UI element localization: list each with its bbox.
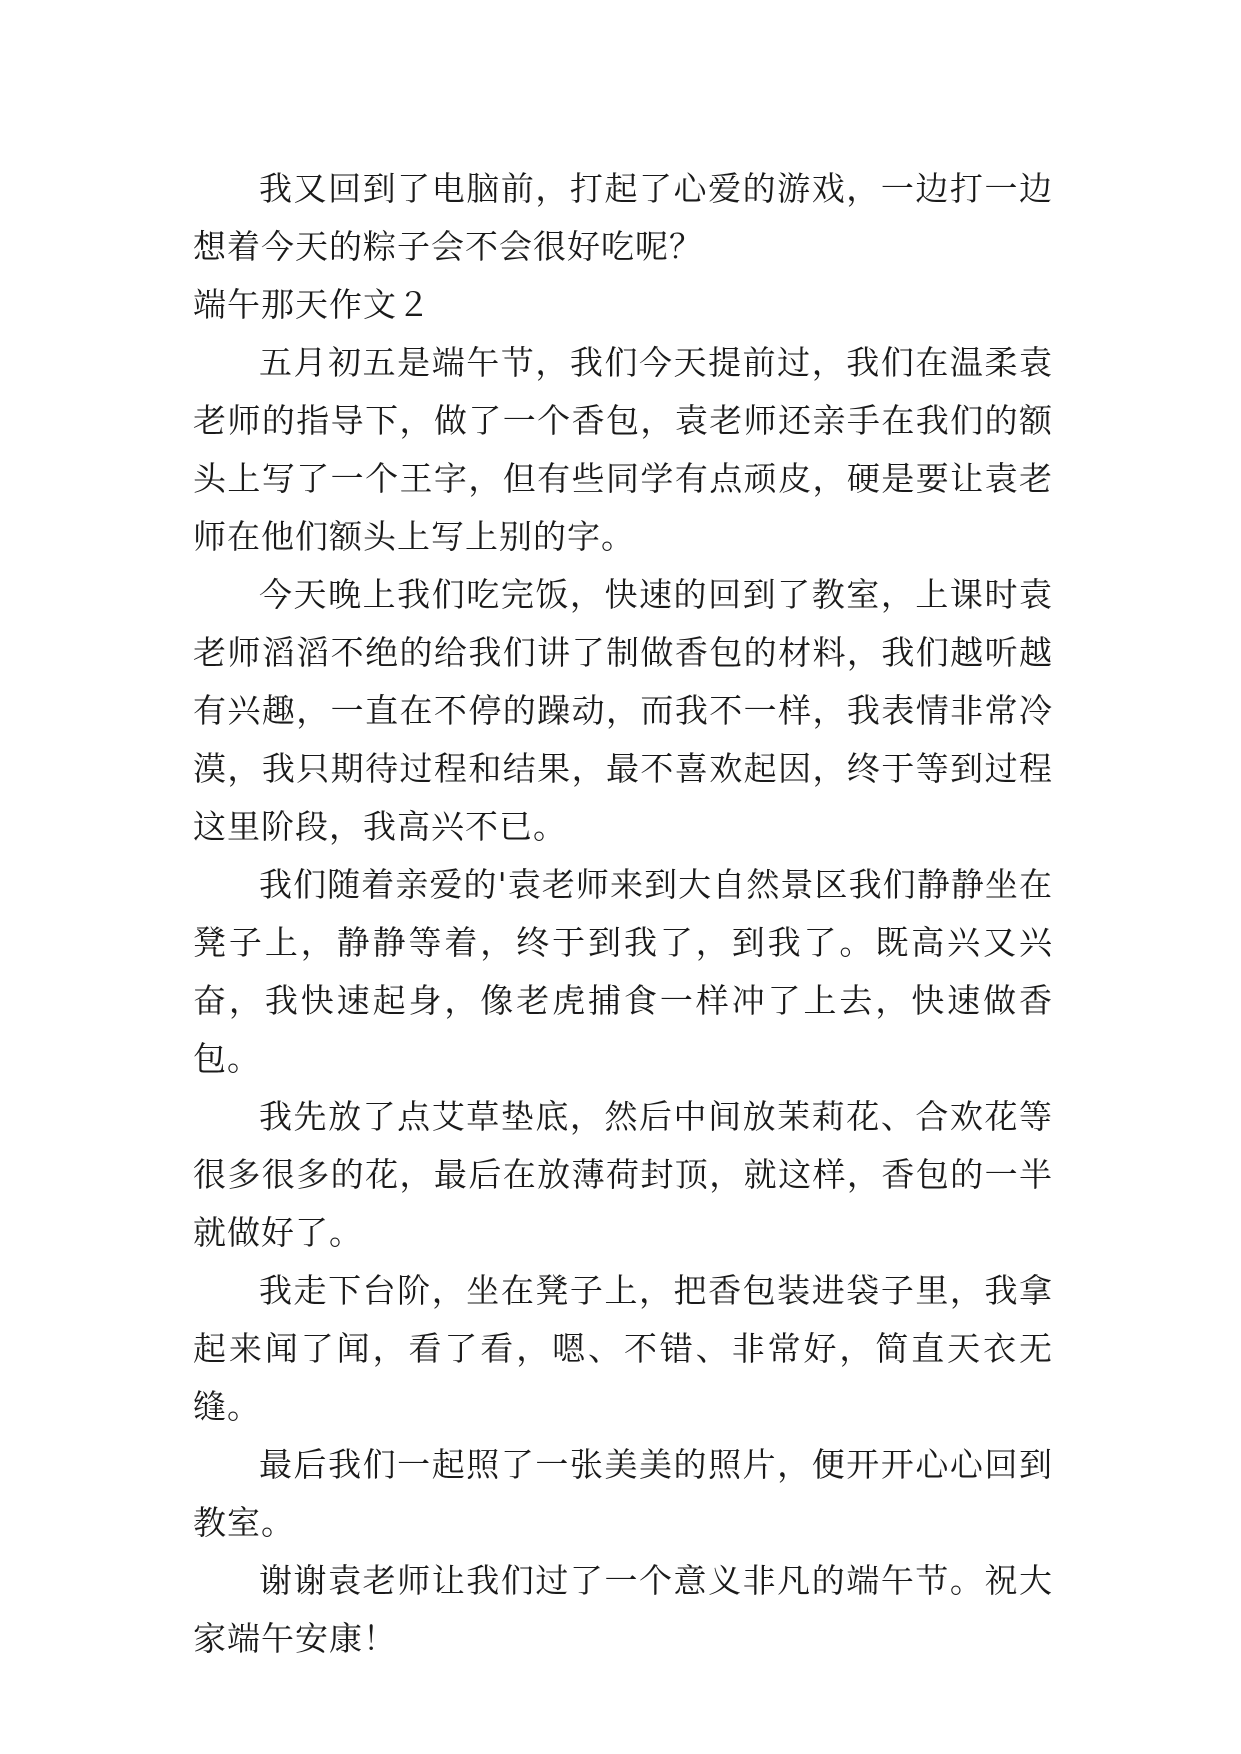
paragraph-4: 我先放了点艾草垫底，然后中间放茉莉花、合欢花等很多很多的花，最后在放薄荷封顶，就这样，香包的一半就做好了。 xyxy=(193,1097,1053,1252)
paragraph-3: 我们随着亲爱的'袁老师来到大自然景区我们静静坐在凳子上，静静等着，终于到我了，到我了。既高兴又兴奋，我快速起身，像老虎捕食一样冲了上去，快速做香包。 xyxy=(193,865,1053,1078)
paragraph-6: 最后我们一起照了一张美美的照片，便开开心心回到教室。 xyxy=(193,1445,1053,1542)
document-body xyxy=(193,160,1053,1668)
paragraph-1: 五月初五是端午节，我们今天提前过，我们在温柔袁老师的指导下，做了一个香包，袁老师还亲手在我们的额头上写了一个王字，但有些同学有点顽皮，硬是要让袁老师在他们额头上写上别的字。 xyxy=(193,343,1053,556)
intro-paragraph: 我又回到了电脑前，打起了心爱的游戏，一边打一边想着今天的粽子会不会很好吃呢？ xyxy=(193,169,1053,266)
paragraph-7: 谢谢袁老师让我们过了一个意义非凡的端午节。祝大家端午安康！ xyxy=(193,1561,1053,1658)
paragraph-2: 今天晚上我们吃完饭，快速的回到了教室，上课时袁老师滔滔不绝的给我们讲了制做香包的材料，我们越听越有兴趣，一直在不停的躁动，而我不一样，我表情非常冷漠，我只期待过程和结果，最不喜欢起因，终于等到过程这里阶段，我高兴不已。 xyxy=(193,575,1053,846)
essay-heading: 端午那天作文２ xyxy=(193,285,431,324)
paragraph-5: 我走下台阶，坐在凳子上，把香包装进袋子里，我拿起来闻了闻，看了看，嗯、不错、非常好，简直天衣无缝。 xyxy=(193,1271,1053,1426)
